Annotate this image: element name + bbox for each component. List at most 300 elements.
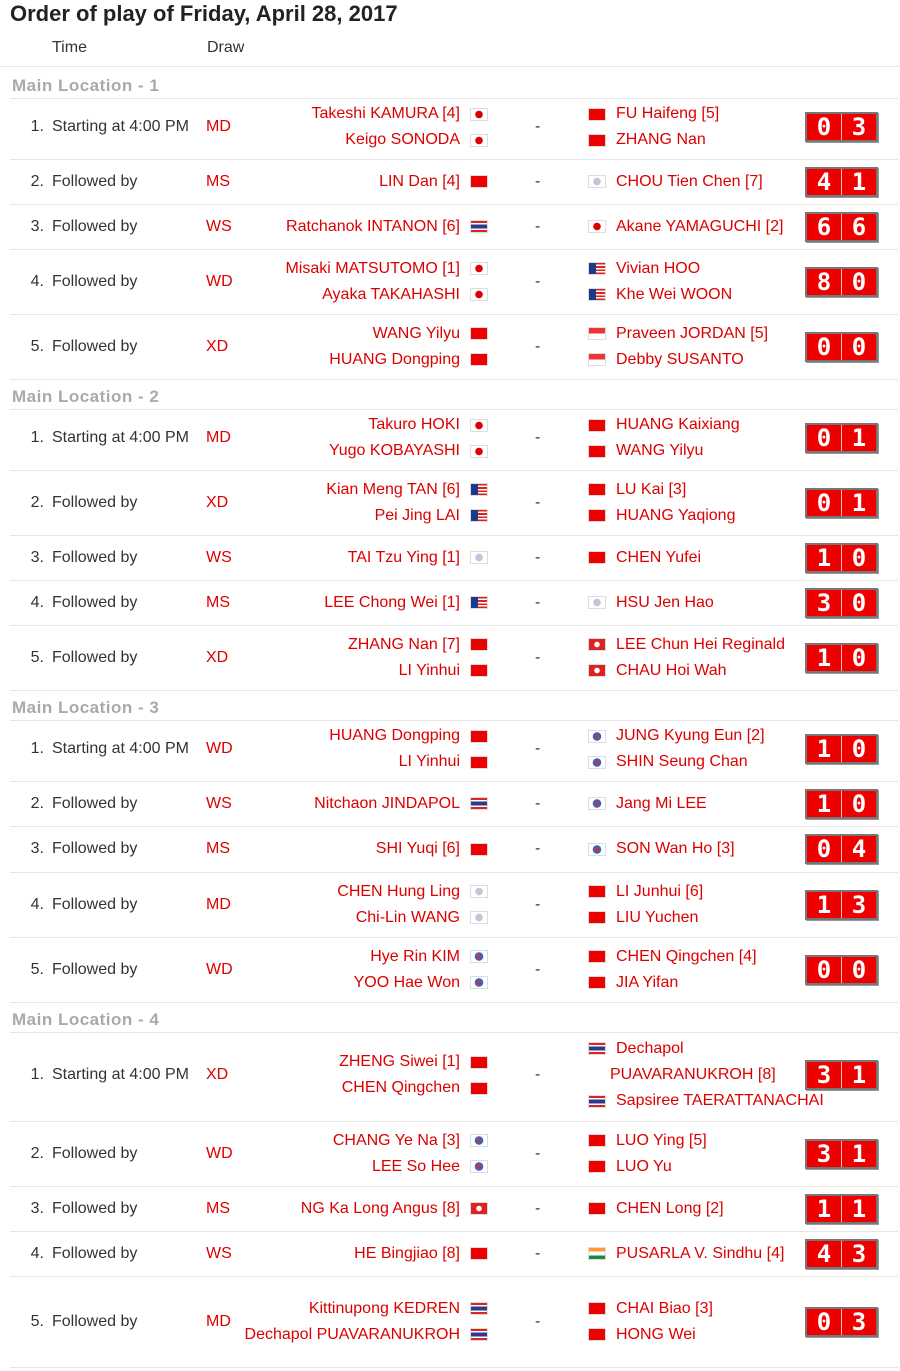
team2	[588, 632, 828, 684]
player-name-link[interactable]: Chi-Lin WANG	[355, 908, 460, 926]
player-name-link[interactable]: ZHENG Siwei [1]	[339, 1053, 460, 1070]
player-name-link[interactable]: LUO Ying [5]	[616, 1131, 707, 1149]
player-name-link[interactable]: CHEN Long [2]	[616, 1199, 724, 1217]
versus-dash: -	[535, 840, 541, 857]
player-name-link[interactable]: LIN Dan [4]	[379, 172, 460, 190]
score-digit: 3	[841, 892, 876, 918]
player-name-link[interactable]: Takuro HOKI	[368, 416, 460, 433]
versus-dash: -	[535, 172, 541, 190]
player-name-link[interactable]: Nitchaon JINDAPOL	[314, 794, 460, 812]
team1	[348, 545, 488, 571]
china-flag-icon	[470, 843, 488, 856]
match-time: Followed by	[52, 895, 138, 913]
match-time: Starting at 4:00 PM	[52, 429, 189, 446]
player-name-link[interactable]: Keigo SONODA	[345, 131, 460, 148]
china-flag-icon	[588, 1302, 606, 1315]
match-row	[10, 204, 898, 250]
korea-flag-icon	[588, 756, 606, 769]
team1	[301, 1196, 488, 1222]
score-digit: 8	[816, 267, 832, 296]
match-row	[10, 826, 898, 873]
player	[588, 1036, 828, 1088]
player-name-link[interactable]: TAI Tzu Ying [1]	[347, 548, 460, 566]
player	[588, 1128, 828, 1154]
team1	[348, 632, 488, 684]
player-name-link[interactable]: LUO Yu	[616, 1157, 672, 1175]
score-digit: 1	[841, 425, 876, 451]
indonesia-flag-icon	[588, 353, 606, 366]
match-number: 3.	[30, 548, 44, 566]
match-row	[10, 872, 898, 938]
player	[588, 438, 828, 464]
player	[354, 1241, 488, 1267]
match-number: 1.	[30, 118, 44, 135]
draw-link[interactable]: WD	[206, 740, 233, 757]
draw-link[interactable]: MD	[206, 1312, 231, 1330]
score-digit: 1	[841, 1196, 876, 1222]
team1	[339, 1049, 488, 1101]
player	[324, 590, 488, 616]
taiwan-flag-icon	[470, 885, 488, 898]
korea-flag-icon	[470, 976, 488, 989]
player	[588, 1088, 828, 1114]
player-name-link[interactable]: LI Yinhui	[398, 661, 460, 679]
match-time: Followed by	[52, 1199, 138, 1217]
player	[588, 545, 828, 571]
player-name-link[interactable]: Praveen JORDAN [5]	[616, 324, 769, 342]
player-name-link[interactable]: LEE So Hee	[371, 1157, 460, 1175]
team2	[588, 214, 828, 240]
score-digit: 1	[841, 1141, 876, 1167]
player-name-link[interactable]: Kittinupong KEDREN	[308, 1299, 460, 1317]
player	[588, 944, 828, 970]
match-row	[10, 580, 898, 626]
score-digit: 3	[816, 588, 832, 617]
player-name-link[interactable]: WANG Yilyu	[372, 324, 460, 342]
player-name-link[interactable]: CHEN Qingchen	[341, 1079, 460, 1096]
match-number: 2.	[30, 172, 44, 190]
player-name-link[interactable]: CHAI Biao [3]	[616, 1299, 713, 1317]
china-flag-icon	[470, 1247, 488, 1260]
korea-flag-icon	[470, 1134, 488, 1147]
taiwan-flag-icon	[588, 175, 606, 188]
player	[326, 477, 488, 503]
player-name-link[interactable]: Jang Mi LEE	[616, 794, 707, 812]
versus-dash: -	[535, 217, 541, 235]
team1	[379, 169, 488, 195]
versus-dash: -	[535, 593, 541, 611]
player	[326, 503, 488, 529]
player-name-link[interactable]: LIU Yuchen	[616, 908, 699, 926]
location-name: Main Location - 3	[12, 698, 160, 717]
match-row	[10, 406, 898, 471]
match-time: Followed by	[52, 337, 138, 355]
score-digit: 0	[816, 332, 832, 361]
draw-link[interactable]: WD	[206, 272, 233, 290]
player-name-link[interactable]: ZHANG Nan [7]	[347, 635, 460, 653]
match-time: Followed by	[52, 1244, 138, 1262]
match-row	[10, 159, 898, 205]
china-flag-icon	[588, 1328, 606, 1341]
player-name-link[interactable]: LI Junhui [6]	[616, 882, 704, 900]
team1	[333, 1128, 488, 1180]
score-digit: 0	[816, 1307, 832, 1336]
draw-link[interactable]: MS	[206, 840, 230, 857]
draw-link[interactable]: XD	[206, 648, 229, 666]
match-row	[10, 625, 898, 691]
score-digit: 0	[841, 791, 876, 817]
score-box	[805, 789, 878, 819]
location-name: Main Location - 4	[12, 1010, 160, 1029]
china-flag-icon	[588, 911, 606, 924]
china-flag-icon	[588, 108, 606, 121]
player-name-link[interactable]: NG Ka Long Angus [8]	[300, 1199, 460, 1217]
player-name-link[interactable]: CHAU Hoi Wah	[616, 661, 727, 679]
versus-dash: -	[535, 1312, 541, 1330]
player-name-link[interactable]: ZHANG Nan	[616, 131, 706, 148]
draw-link[interactable]: MD	[206, 118, 231, 135]
match-number: 4.	[30, 593, 44, 611]
versus-dash: -	[535, 118, 541, 135]
player	[329, 749, 488, 775]
player	[376, 836, 488, 862]
match-row	[10, 717, 898, 782]
taiwan-flag-icon	[470, 551, 488, 564]
score-box	[805, 588, 878, 618]
player-name-link[interactable]: FU Haifeng [5]	[616, 105, 720, 122]
match-number: 2.	[30, 493, 44, 511]
score-digit: 1	[841, 1062, 876, 1088]
player-name-link[interactable]: HUANG Kaixiang	[616, 416, 740, 433]
player-name-link[interactable]: HE Bingjiao [8]	[354, 1244, 460, 1262]
malaysia-flag-icon	[470, 596, 488, 609]
score-digit: 0	[816, 424, 832, 452]
score-box	[805, 267, 878, 297]
player-name-link[interactable]: Vivian HOO	[616, 259, 701, 277]
score-digit: 0	[816, 488, 832, 517]
match-row	[10, 1121, 898, 1187]
versus-dash: -	[535, 548, 541, 566]
draw-link[interactable]: WS	[206, 217, 232, 235]
match-time: Followed by	[52, 217, 138, 235]
player	[301, 1196, 488, 1222]
match-row	[10, 1029, 898, 1122]
team2	[588, 169, 828, 195]
team2	[588, 590, 828, 616]
draw-link[interactable]: WS	[206, 548, 232, 566]
player	[588, 347, 828, 373]
player-name-link[interactable]: HUANG Dongping	[329, 350, 460, 368]
china-flag-icon	[588, 1160, 606, 1173]
versus-dash: -	[535, 740, 541, 757]
team2	[588, 101, 828, 153]
player	[285, 282, 488, 308]
draw-link[interactable]: WD	[206, 1144, 233, 1162]
player-name-link[interactable]: CHOU Tien Chen [7]	[616, 172, 763, 190]
match-number: 1.	[30, 429, 44, 446]
player	[329, 412, 488, 438]
match-number: 5.	[30, 1312, 44, 1330]
player-name-link[interactable]: HUANG Yaqiong	[616, 506, 736, 524]
draw-link[interactable]: MD	[206, 429, 231, 446]
versus-dash: -	[535, 1144, 541, 1162]
match-number: 2.	[30, 1144, 44, 1162]
player	[329, 347, 488, 373]
malaysia-flag-icon	[470, 509, 488, 522]
player-name-link[interactable]: Yugo KOBAYASHI	[328, 442, 460, 459]
china-flag-icon	[470, 1056, 488, 1069]
player-name-link[interactable]: LI Yinhui	[398, 753, 460, 770]
player-name-link[interactable]: JUNG Kyung Eun [2]	[616, 727, 765, 744]
thailand-flag-icon	[470, 1302, 488, 1315]
team1	[324, 590, 488, 616]
thailand-flag-icon	[588, 1042, 606, 1055]
location-name: Main Location - 1	[12, 76, 160, 95]
player-name-link[interactable]: JIA Yifan	[616, 973, 679, 991]
player-name-link[interactable]: Ayaka TAKAHASHI	[322, 285, 460, 303]
score-digit: 6	[816, 212, 832, 241]
player	[285, 256, 488, 282]
score-digit: 0	[841, 736, 876, 762]
versus-dash: -	[535, 960, 541, 978]
draw-link[interactable]: MS	[206, 172, 230, 190]
player-name-link[interactable]: Dechapol PUAVARANUKROH	[244, 1325, 460, 1343]
player-name-link[interactable]: CHEN Qingchen [4]	[616, 947, 757, 965]
player-name-link[interactable]: Debby SUSANTO	[616, 350, 744, 368]
player-name-link[interactable]: LEE Chun Hei Reginald	[616, 635, 785, 653]
score-digit: 1	[816, 890, 832, 919]
match-time: Followed by	[52, 272, 138, 290]
draw-link[interactable]: WD	[206, 960, 233, 978]
china-flag-icon	[470, 664, 488, 677]
player-name-link[interactable]: Dechapol PUAVARANUKROH [8]	[610, 1040, 776, 1083]
score-digit: 1	[816, 643, 832, 672]
header-time: Time	[52, 39, 87, 56]
versus-dash: -	[535, 429, 541, 446]
player	[588, 658, 828, 684]
player	[588, 905, 828, 931]
japan-flag-icon	[470, 288, 488, 301]
draw-link[interactable]: XD	[206, 493, 229, 511]
match-row	[10, 1186, 898, 1232]
draw-link[interactable]: WS	[206, 1244, 232, 1262]
player-name-link[interactable]: Hye Rin KIM	[370, 947, 460, 965]
team2	[588, 1036, 828, 1114]
team2	[588, 944, 828, 996]
china-flag-icon	[588, 950, 606, 963]
thailand-flag-icon	[470, 220, 488, 233]
draw-link[interactable]: WS	[206, 794, 232, 812]
versus-dash: -	[535, 648, 541, 666]
team1	[312, 101, 489, 153]
player-name-link[interactable]: Akane YAMAGUCHI [2]	[616, 217, 784, 235]
japan-flag-icon	[470, 419, 488, 432]
team1	[329, 723, 488, 775]
score-digit: 0	[816, 835, 832, 863]
korea-flag-icon	[588, 730, 606, 743]
player	[588, 970, 828, 996]
versus-dash: -	[535, 1244, 541, 1262]
player	[588, 1322, 828, 1348]
player	[588, 1196, 828, 1222]
player-name-link[interactable]: Kian Meng TAN [6]	[326, 480, 460, 498]
match-number: 1.	[30, 740, 44, 757]
score-box	[805, 955, 878, 985]
player	[588, 503, 828, 529]
hongkong-flag-icon	[470, 1202, 488, 1215]
player-name-link[interactable]: LU Kai [3]	[616, 480, 687, 498]
page-title: Order of play of Friday, April 28, 2017	[10, 1, 398, 26]
player	[588, 101, 828, 127]
match-time: Followed by	[52, 1144, 138, 1162]
player	[588, 836, 828, 862]
player	[333, 1128, 488, 1154]
score-box	[805, 834, 878, 864]
score-digit: 3	[841, 114, 876, 140]
draw-link[interactable]: MD	[206, 895, 231, 913]
match-time: Followed by	[52, 1312, 138, 1330]
team2	[588, 477, 828, 529]
player-name-link[interactable]: WANG Yilyu	[616, 442, 704, 459]
player-name-link[interactable]: SON Wan Ho [3]	[616, 840, 735, 857]
player	[339, 1049, 488, 1075]
player-name-link[interactable]: Pei Jing LAI	[374, 506, 460, 524]
draw-link[interactable]: XD	[206, 1066, 229, 1083]
china-flag-icon	[470, 638, 488, 651]
player-name-link[interactable]: Ratchanok INTANON [6]	[286, 217, 460, 235]
china-flag-icon	[588, 419, 606, 432]
player-name-link[interactable]: HUANG Dongping	[329, 727, 460, 744]
match-time: Starting at 4:00 PM	[52, 740, 189, 757]
team1	[286, 214, 488, 240]
japan-flag-icon	[588, 220, 606, 233]
match-time: Followed by	[52, 172, 138, 190]
match-time: Followed by	[52, 548, 138, 566]
player-name-link[interactable]: HONG Wei	[616, 1325, 696, 1343]
score-digit: 6	[841, 214, 876, 240]
player-name-link[interactable]: Takeshi KAMURA [4]	[311, 105, 460, 122]
player-name-link[interactable]: Sapsiree TAERATTANACHAI	[616, 1092, 824, 1109]
japan-flag-icon	[470, 445, 488, 458]
match-time: Starting at 4:00 PM	[52, 1066, 189, 1083]
match-time: Starting at 4:00 PM	[52, 118, 189, 135]
player	[339, 1075, 488, 1101]
match-row	[10, 1276, 898, 1368]
player	[314, 791, 488, 817]
team2	[588, 545, 828, 571]
japan-flag-icon	[470, 262, 488, 275]
hongkong-flag-icon	[588, 664, 606, 677]
score-digit: 4	[841, 836, 876, 862]
score-digit: 4	[816, 1239, 832, 1268]
china-flag-icon	[470, 756, 488, 769]
team2	[588, 1296, 828, 1348]
player	[348, 632, 488, 658]
player-name-link[interactable]: CHEN Hung Ling	[337, 882, 460, 900]
draw-link[interactable]: MS	[206, 593, 230, 611]
player-name-link[interactable]: Khe Wei WOON	[616, 285, 733, 303]
thailand-flag-icon	[588, 1095, 606, 1108]
team1	[354, 1241, 488, 1267]
korea-flag-icon	[588, 797, 606, 810]
score-box	[805, 1194, 878, 1224]
score-box	[805, 643, 878, 673]
team2	[588, 879, 828, 931]
score-digit: 3	[841, 1309, 876, 1335]
player-name-link[interactable]: SHI Yuqi [6]	[375, 840, 460, 857]
team1	[329, 412, 488, 464]
player	[312, 101, 489, 127]
player	[329, 321, 488, 347]
player-name-link[interactable]: SHIN Seung Chan	[616, 753, 748, 770]
player	[286, 214, 488, 240]
match-row	[10, 249, 898, 315]
malaysia-flag-icon	[588, 288, 606, 301]
china-flag-icon	[588, 445, 606, 458]
score-box	[805, 1060, 878, 1090]
player-name-link[interactable]: YOO Hae Won	[353, 973, 460, 991]
match-number: 2.	[30, 794, 44, 812]
india-flag-icon	[588, 1247, 606, 1260]
player	[588, 749, 828, 775]
score-box	[805, 890, 878, 920]
player	[588, 321, 828, 347]
match-time: Followed by	[52, 493, 138, 511]
team2	[588, 723, 828, 775]
player-name-link[interactable]: Misaki MATSUTOMO [1]	[285, 259, 460, 277]
player-name-link[interactable]: CHEN Yufei	[616, 548, 702, 566]
score-digit: 1	[816, 735, 832, 763]
score-box	[805, 488, 878, 518]
table-header	[0, 36, 900, 67]
draw-link[interactable]: XD	[206, 337, 229, 355]
score-digit: 0	[816, 113, 832, 141]
player	[588, 127, 828, 153]
match-time: Followed by	[52, 593, 138, 611]
player	[588, 723, 828, 749]
player	[588, 879, 828, 905]
china-flag-icon	[588, 1202, 606, 1215]
player-name-link[interactable]: LEE Chong Wei [1]	[324, 593, 460, 611]
player	[588, 791, 828, 817]
korea-flag-icon	[470, 1160, 488, 1173]
match-number: 5.	[30, 960, 44, 978]
draw-link[interactable]: MS	[206, 1199, 230, 1217]
player-name-link[interactable]: PUSARLA V. Sindhu [4]	[616, 1244, 785, 1262]
player	[379, 169, 488, 195]
match-row	[10, 314, 898, 380]
score-digit: 1	[816, 1194, 832, 1223]
player-name-link[interactable]: CHANG Ye Na [3]	[332, 1131, 460, 1149]
china-flag-icon	[470, 353, 488, 366]
score-digit: 0	[841, 645, 876, 671]
player	[588, 1154, 828, 1180]
player	[588, 1241, 828, 1267]
match-number: 4.	[30, 1244, 44, 1262]
score-digit: 1	[816, 789, 832, 818]
team2	[588, 1241, 828, 1267]
player	[588, 632, 828, 658]
versus-dash: -	[535, 1199, 541, 1217]
player	[337, 905, 488, 931]
player-name-link[interactable]: HSU Jen Hao	[616, 593, 714, 611]
player	[348, 545, 488, 571]
score-digit: 0	[841, 269, 876, 295]
player	[588, 282, 828, 308]
score-digit: 0	[816, 955, 832, 984]
player	[329, 438, 488, 464]
player	[588, 256, 828, 282]
